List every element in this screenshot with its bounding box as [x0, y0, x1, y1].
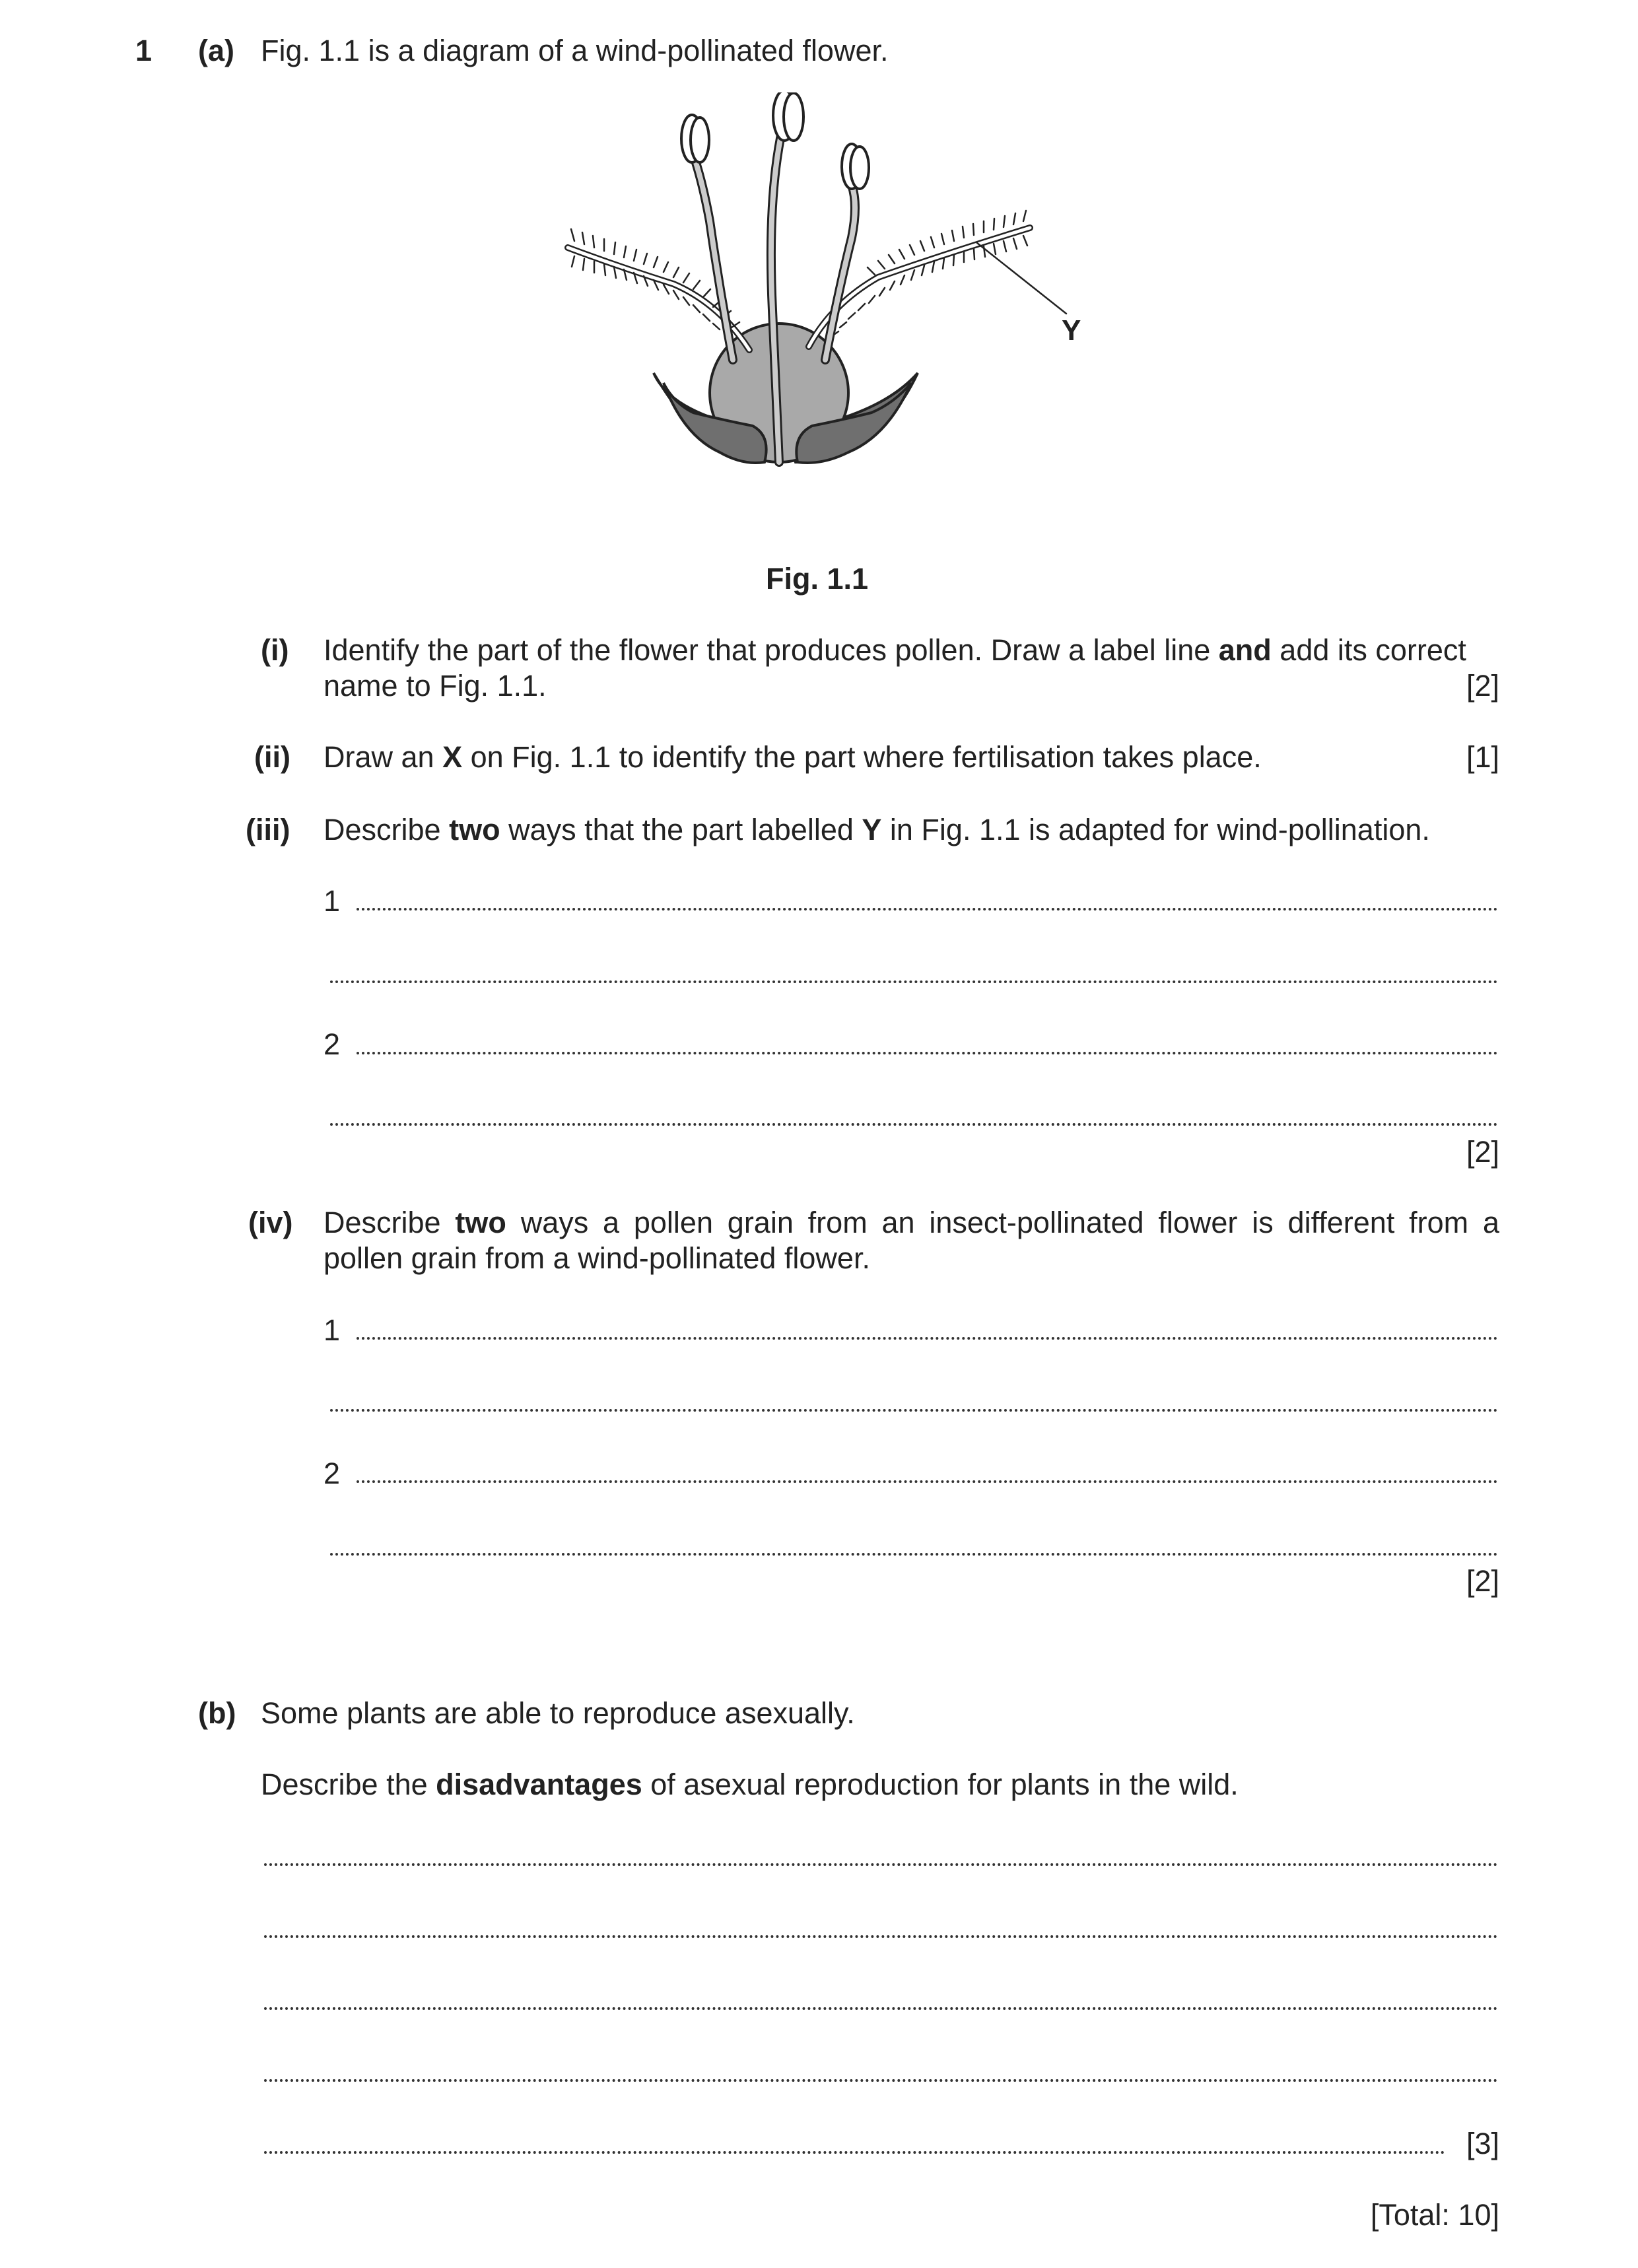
sub-iii-answer-number-2: 2: [324, 1027, 341, 1061]
question-number: 1: [135, 34, 153, 67]
sub-i-question: Identify the part of the flower that produces pollen. Draw a label line and add its correct: [324, 633, 1466, 667]
sub-iii-answer-line-1b[interactable]: [330, 980, 1498, 983]
sub-iii-answer-line-2a[interactable]: [357, 1052, 1498, 1054]
stamen-right: [825, 144, 869, 360]
label-line-y: [977, 243, 1066, 314]
part-b-answer-line-2[interactable]: [264, 1935, 1498, 1938]
part-b-marks: [3]: [1466, 2127, 1499, 2160]
sub-iii-marks: [2]: [1466, 1135, 1499, 1169]
sub-iii-answer-number-1: 1: [324, 884, 341, 918]
sub-ii-label: (ii): [254, 740, 290, 774]
sub-iv-answer-line-2a[interactable]: [357, 1480, 1498, 1483]
sub-iv-answer-number-1: 1: [324, 1313, 341, 1347]
part-b-answer-line-3[interactable]: [264, 2007, 1498, 2010]
sub-iv-answer-line-2b[interactable]: [330, 1553, 1498, 1556]
sub-i-question-cont: name to Fig. 1.1.: [324, 669, 547, 703]
figure-caption: Fig. 1.1: [766, 562, 869, 596]
flower-diagram: [522, 92, 1116, 541]
label-y: Y: [1062, 314, 1081, 347]
sub-iv-answer-line-1a[interactable]: [357, 1337, 1498, 1340]
part-b-prompt: Describe the disadvantages of asexual reproduction for plants in the wild.: [261, 1768, 1239, 1801]
sub-iv-marks: [2]: [1466, 1564, 1499, 1598]
part-b-answer-line-5[interactable]: [264, 2151, 1445, 2154]
part-a-label: (a): [198, 34, 234, 67]
sub-iii-question: Describe two ways that the part labelled Y in Fig. 1.1 is adapted for wind-pollination.: [324, 813, 1430, 846]
sub-iv-label: (iv): [248, 1206, 293, 1239]
sub-ii-marks: [1]: [1466, 740, 1499, 774]
sub-i-marks: [2]: [1466, 669, 1499, 703]
total-marks: [Total: 10]: [1370, 2198, 1499, 2232]
sub-iii-answer-line-2b[interactable]: [330, 1123, 1498, 1126]
sub-iv-answer-number-2: 2: [324, 1457, 341, 1490]
sub-iv-answer-line-1b[interactable]: [330, 1409, 1498, 1412]
part-b-text: Some plants are able to reproduce asexually.: [261, 1696, 855, 1730]
part-b-answer-line-4[interactable]: [264, 2079, 1498, 2082]
sub-ii-question: Draw an X on Fig. 1.1 to identify the part where fertilisation takes place.: [324, 740, 1262, 774]
sub-iv-question-cont: pollen grain from a wind-pollinated flower.: [324, 1241, 870, 1275]
sub-iii-answer-line-1a[interactable]: [357, 908, 1498, 911]
sub-iv-question: Describe two ways a pollen grain from an insect-pollinated flower is different from a: [324, 1206, 1499, 1239]
part-a-intro: Fig. 1.1 is a diagram of a wind-pollinated flower.: [261, 34, 889, 67]
sub-i-label: (i): [261, 633, 289, 667]
stamen-left: [681, 115, 733, 360]
part-b-answer-line-1[interactable]: [264, 1863, 1498, 1866]
part-b-label: (b): [198, 1696, 236, 1730]
sub-iii-label: (iii): [246, 813, 290, 846]
